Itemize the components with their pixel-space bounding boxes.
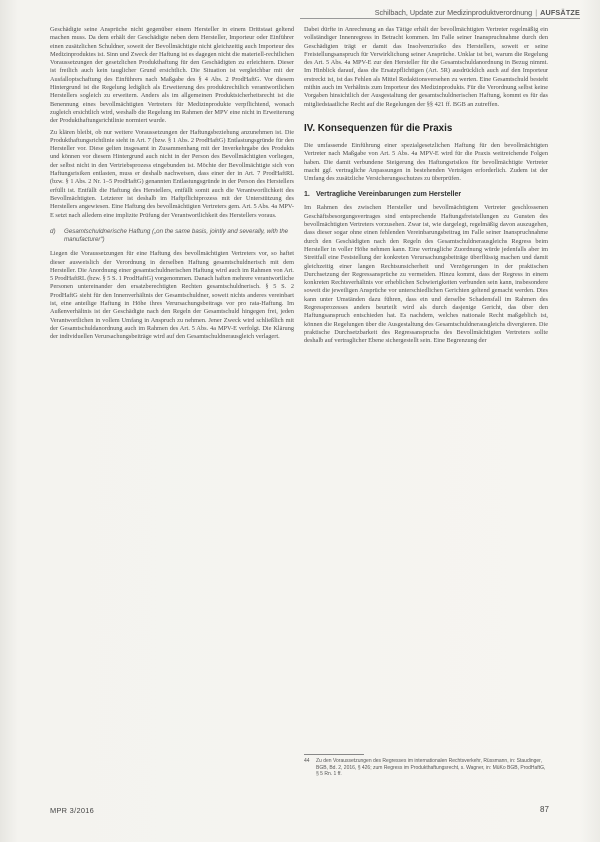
subsection-number: 1. — [304, 191, 310, 199]
paragraph: Geschädigte seine Ansprüche nicht gegenüber einem Hersteller in einem Drittstaat geltend machen muss. Da dem erhält der Geschädigte neben dem Hersteller, Importeur oder Einführer einen zusätzlichen Schuldner, soweit der Bevollmächtigte nicht gleichzeitig auch Importeur des Medizinproduktes ist. Sinn und Zweck der Haftung ist es dagegen nicht die materiell-rechtlichen Voraussetzungen der gesetzlichen Produkthaftung für den Geschädigten zu erleichtern. Dieser ist freilich auch kein tauglicher Grund ersichtlich. Die Situation ist vergleichbar mit der Ausfalloptschaftung des Einführers nach Maßgabe des § 4 Abs. 2 ProdHaftG. Vor diesem Hintergrund ist die Regelung lediglich als Erweiterung des produktrechtlich verantwortlichen Herstellers sogleich zu erweitern. Anders als im allgemeinen Produktsicherheitsrecht ist die Benennung eines bevollmächtigten Vertreters für Medizinprodukte verpflichtend, wonach zugleich ersichtlich wird, weshalb die Regelung im Rahmen der MPV eine nicht in Erweiterung der Produkthaftungsrichtlinie normiert wurde. — [50, 26, 294, 125]
footnote-text: Zu den Voraussetzungen des Regresses im internationalen Rechtsverkehr, Rüssmann, in: Staudinger, BGB, Bd. 2, 2016, § 426; zum Regress im Produkthaftungsrecht, s. Wagner, in: MüKo BGB, ProdHaftG, § 5 Rn. 1 ff. — [316, 758, 546, 778]
subsection-title: Gesamtschuldnerische Haftung („on the same basis, jointly and severally, with the manufacturer“) — [64, 227, 289, 244]
paragraph: Liegen die Voraussetzungen für eine Haftung des bevollmächtigten Vertreters vor, so haftet dieser ausweislich der Verordnung in derselben Haftung gesamtschuldnerisch mit dem Hersteller. Die Anordnung einer gesamtschuldnerischen Haftung wird auch im Rahmen von Art. 5 ProdHaftRL (bzw. § 5 S. 1 ProdHaftG) vorgenommen. Danach haften mehrere verantwortliche Personen untereinander den ersatzberechtigten Rechten gesamtschuldnerisch. § 5 S. 2 ProdHaftG sieht für den Innenverhältnis der Gesamtschuldner, soweit nichts anderes vereinbart ist, eine anteilige Haftung in Höhe ihres Verursachungsbeitrags vor pro rata-Haftung. Im Außenverhältnis ist der Geschädigte nach den Regeln der Gesamtschuld hingegen frei, jeden Verantwortlichen in vollem Umfang in Anspruch zu nehmen. Jener Zweck wird schließlich mit der Gesamtschuldanordnung auch im Rahmen des Art. 5 Abs. 4a MPV-E verfolgt. Die Klärung der individuellen Verursachungsbeiträge wird auf den Gesamtschuldnerausgleich verlagert. — [50, 250, 294, 341]
subsection-heading — [304, 191, 548, 198]
left-column — [50, 26, 294, 345]
footnote — [304, 758, 548, 778]
running-head — [300, 8, 580, 17]
paragraph: Zu klären bleibt, ob nur weitere Voraussetzungen der Haftungsbeziehung anzunehmen ist. Die Produkthaftungsrichtlinie sieht in Art. 7 (bzw. § 1 Abs. 2 ProdHaftG) Entlastungsgründe für den Hersteller vor. Diese gelten insgesamt in Zusammenhang mit der Inverkehrgabe des Produkts und können vor diesem Hintergrund auch nicht in der Person des Bevollmächtigten vorliegen, der selbst nicht in den Vertriebsprozess eingebunden ist. Möchte der Bevollmächtigte sich von Haftungsrisiken entlasten, muss er deshalb nachweisen, dass einer der in Art. 7 ProdHaftRL (bzw. § 1 Abs. 2 Nr. 1–5 ProdHaftG) genannten Entlastungsgründe in der Person des Herstellers erfüllt ist. Entfällt die Haftung des Herstellers, entfällt somit auch die Verantwortlichkeit des Bevollmächtigten. Letzterer ist deshalb im Haftpflichtprozess mit der Unterstützung des Herstellers angewiesen. Eine Haftung des bevollmächtigten Vertreters gem. Art. 5 Abs. 4a MPV-E setzt nach alledem eine implizite Prüfung der Verantwortlichkeit des Herstellers voraus. — [50, 128, 294, 219]
paragraph: Dabei dürfte in Anrechnung an das Tätige erhält der bevollmächtigten Vertreter regelmäßig ein vollständiger Innenregress in Betracht kommen. Im Falle seiner Inanspruchnahme durch den Geschädigten trägt er damit das Insolvenzrisiko des Herstellers, soweit er seine Freistellungsanspruch für Verwirklichung seiner Ansprüche. Unklar ist bei, warum die Regelung des Art. 5 Abs. 4a MPV-E zur den Hersteller für die Gesamtschuldanordnung in Bezug nimmt. Im Hinblick darauf, dass die Ersatzpflichtigen (Art. 5R) ausdrücklich auch auf den Importeur erstreckt ist, ist das Fehlen als Mittel Redaktionsversehen zu werten. Eine Gesamtschuld besteht mithin auch im Verhältnis zum Importeur des Medizinprodukts. Für die Verordnung selbst keine Vorgaben hinsichtlich der Ausgestaltung der gesamtschuldnerischen Haftung, kommt es für das mitgliedstaatliche Recht auf die Regelungen der §§ 421 ff. BGB an zutreffen. — [304, 26, 548, 108]
running-head-separator: | — [535, 8, 538, 17]
paragraph: Im Rahmen des zwischen Hersteller und bevollmächtigtem Vertreter geschlossenen Geschäftsbesorgungsvertrages sind entsprechende Haftungsfreistellungen zu Gunsten des bevollmächtigten Vertreters vorzusehen. Zwar ist, wie dargelegt, regelmäßig davon auszugehen, dass dieser sogar ohne einen fehlenden Vereinbarungsbeitrag im Falle seiner Inanspruchnahme durch den Geschädigten nach den Regeln des Gesamtschuldnerausgleichs Regress beim Hersteller in voller Höhe nehmen kann. Eine vertragliche Zuordnung würde jedenfalls aber im Streitfall eine Feststellung der konkreten Verursachungsbeiträge überflüssig machen und damit gleichzeitig einer langen Rechtsunsicherheit und Verzögerungen in der praktischen Durchsetzung der Regressansprüche zu vermeiden. Hinzu kommt, dass der Regress in einem konkreten Rechtsverhältnis vor erheblichen Schwierigkeiten verbunden sein kann, insbesondere soweit die jeweiligen Ansprüche vor unterschiedlichen Gerichten geltend gemacht werden. Dies kann unter Umständen dazu führen, dass ein und derselbe Schadensfall im Rahmen des Regressprozesses anders beurteilt wird als durch dasjenige Gericht, das über den Haftungsanspruch entschieden hat. Es nachdem, welches nationale Recht maßgeblich ist, können die Regelungen über die Ausgestaltung des Gesamtschuldnerausgleichs divergieren. Die praktische Durchsetzbarkeit des Regressanspruchs des Bevollmächtigten Vertreters sollte deshalb auf vertraglicher Ebene sichergestellt sein. Eine Begrenzung der — [304, 204, 548, 345]
section-label: AUFSÄTZE — [540, 8, 580, 17]
running-title: Schilbach, Update zur Medizinproduktverordnung — [374, 8, 533, 17]
subsection-heading — [50, 228, 294, 244]
section-heading: IV. Konsequenzen für die Praxis — [304, 122, 453, 134]
footnote-rule — [304, 754, 364, 755]
footnote-number: 44 — [304, 758, 310, 764]
right-column — [304, 26, 548, 349]
subsection-label: d) — [50, 227, 56, 235]
subsection-title: Vertragliche Vereinbarungen zum Hersteller — [316, 191, 462, 199]
page-number: 87 — [540, 805, 549, 814]
journal-issue: MPR 3/2016 — [50, 806, 95, 815]
header-rule — [300, 18, 580, 19]
paragraph: Die umfassende Einführung einer spezialgesetzlichen Haftung für den bevollmächtigten Vertreter nach Maßgabe von Art. 5 Abs. 4a MPV-E wird für die Praxis weitreichende Folgen haben. Die damit verbundene Steigerung des Haftungsrisikos für bevollmächtigte Vertreter macht ggf. vertragliche Anpassungen in bestehenden Verträgen erforderlich. Zudem ist der Umfang des zusätzliche Versicherungsschutzes zu überprüfen. — [304, 141, 548, 183]
